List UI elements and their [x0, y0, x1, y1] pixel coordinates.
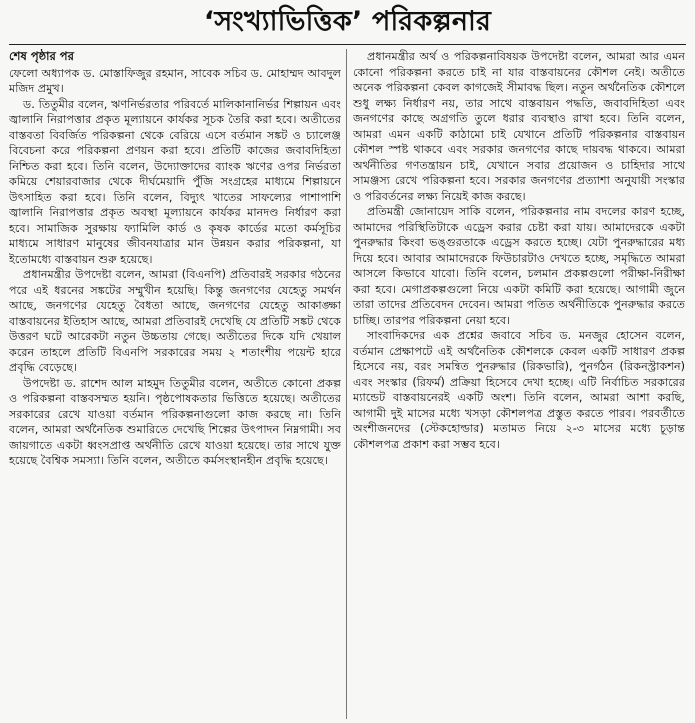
paragraph: প্রধানমন্ত্রীর অর্থ ও পরিকল্পনাবিষয়ক উপদেষ্টা বলেন, আমরা আর এমন কোনো পরিকল্পনা করতে চাই না যার বাস্তবায়নের কৌশল নেই। অতীতে অনেক পরিকল্পনা কেবল কাগজেই সীমাবদ্ধ ছিল। নতুন অর্থনৈতিক কৌশলে শুধু লক্ষ্য নির্ধারণ নয়, তার সাথে বাস্তবায়ন পদ্ধতি, জবাবদিহিতা এবং জনগণের কাছে অগ্রগতি তুলে ধরার ব্যবস্থাও রাখা হবে। তিনি বলেন, আমরা এমন একটি কাঠামো চাই যেখানে প্রতিটি পরিকল্পনার বাস্তবায়ন কৌশল স্পষ্ট থাকবে এবং সরকার জনগণের কাছে দায়বদ্ধ থাকবে। আমরা অর্থনীতির গণতন্ত্রায়ন চাই, যেখানে সবার প্রয়োজন ও চাহিদার সাথে সামঞ্জস্য রেখে পরিকল্পনা হবে। সরকার জনগণের প্রত্যাশা অনুযায়ী সংস্কার ও পরিবর্তনের লক্ষ্য নিয়েই কাজ করছে।: [353, 50, 685, 203]
article-body: [9, 49, 686, 719]
paragraph: সাংবাদিকদের এক প্রশ্নের জবাবে সচিব ড. মনজুর হোসেন বলেন, বর্তমান প্রেক্ষাপটে এই অর্থনৈতিক কৌশলকে কেবল একটি সাধারণ প্রকল্প হিসেবে নয়, বরং সমন্বিত পুনরুদ্ধার (রিকভারি), পুনর্গঠন (রিকনস্ট্রাকশন) এবং সংস্কার (রিফর্ম) প্রক্রিয়া হিসেবে দেখা হচ্ছে। এটি নির্বাচিত সরকারের ম্যান্ডেট বাস্তবায়নেরই একটি অংশ। তিনি বলেন, আমরা আশা করছি, আগামী দুই মাসের মধ্যে খসড়া কৌশলপত্র প্রস্তুত করতে পারব। পরবর্তীতে অংশীজনদের (স্টেকহোল্ডার) মতামত নিয়ে ২-৩ মাসের মধ্যে চূড়ান্ত কৌশলপত্র প্রকাশ করা সম্ভব হবে।: [353, 329, 685, 451]
headline-rule: [9, 44, 686, 45]
paragraph: ড. তিতুমীর বলেন, ঋণনির্ভরতার পরিবর্তে মালিকানানির্ভর শিল্পায়ন এবং জ্বালানি নিরাপত্তার প্রকৃত মূল্যায়নে কার্যকর সূচক তৈরি করা হবে। অতীতের বাস্তবতা বিবর্জিত পরিকল্পনা থেকে বেরিয়ে এসে বর্তমান সঙ্কট ও চ্যালেঞ্জ বিবেচনা করে পরিকল্পনা প্রণয়ন করা হবে। প্রতিটি কাজের জবাবদিহিতা নিশ্চিত করা হবে। তিনি বলেন, উদ্যোক্তাদের ব্যাংক ঋণের ওপর নির্ভরতা কমিয়ে শেয়ারবাজার থেকে দীর্ঘমেয়াদি পুঁজি সংগ্রহের মাধ্যমে শিল্পায়নে উৎসাহিত করা হবে। তিনি বলেন, বিদ্যুৎ খাতের সাফল্যের পাশাপাশি জ্বালানি নিরাপত্তার প্রকৃত অবস্থা মূল্যায়নে কার্যকর মানদণ্ড নির্ধারণ করা হবে। সামাজিক সুরক্ষায় ফ্যামিলি কার্ড ও কৃষক কার্ডের মতো কর্মসূচির মাধ্যমে সাধারণ মানুষের জীবনযাত্রার মান উন্নয়ন করার পরিকল্পনা, যা ইতোমধ্যে বাস্তবায়ন শুরু হয়েছে।: [9, 97, 341, 266]
paragraph: প্রধানমন্ত্রীর উপদেষ্টা বলেন, আমরা (বিএনপি) প্রতিবারই সরকার গঠনের পরে এই ধরনের সঙ্কটের সম্মুখীন হয়েছি। কিন্তু জনগণের যেহেতু সমর্থন আছে, জনগণের যেহেতু বৈধতা আছে, জনগণের যেহেতু আকাঙ্ক্ষা বাস্তবায়নের ইতিহাস আছে, আমরা প্রতিবারই দেখেছি যে প্রতিটি সঙ্কট থেকে উত্তরণ ঘটে আরেকটা নতুন উচ্চতায় গেছে। অতীতের দিকে যদি খেয়াল করেন তাহলে প্রতিটি বিএনপি সরকারের সময় ২ শতাংশীয় পয়েন্ট হারে প্রবৃদ্ধি বেড়েছে।: [9, 268, 341, 374]
column-divider: [346, 49, 347, 719]
left-column: [9, 49, 341, 719]
continuation-label: শেষ পৃষ্ঠার পর: [9, 49, 74, 63]
headline: ‘সংখ্যাভিত্তিক’ পরিকল্পনার: [203, 6, 492, 37]
paragraph: ফেলো অধ্যাপক ড. মোস্তাফিজুর রহমান, সাবেক সচিব ড. মোহাম্মদ আবদুল মজিদ প্রমুখ।: [9, 66, 341, 95]
paragraph: উপদেষ্টা ড. রাশেদ আল মাহমুদ তিতুমীর বলেন, অতীতে কোনো প্রকল্প ও পরিকল্পনা বাস্তবসম্মত হয়নি। পৃষ্ঠপোষকতার ভিত্তিতে হয়েছে। অতীতের সরকারের রেখে যাওয়া বর্তমান পরিকল্পনাগুলো কাজ করছে না। তিনি বলেন, আমরা অর্থনৈতিক শুমারিতে দেখেছি শিল্পের উৎপাদন নিম্নগামী। সব জায়গাতে একটা ধ্বংসপ্রাপ্ত অর্থনীতি রেখে যাওয়া হয়েছে। তার সাথে যুক্ত হয়েছে বৈশ্বিক সমস্যা। তিনি বলেন, অতীতে কর্মসংস্থানহীন প্রবৃদ্ধি হয়েছে।: [9, 376, 341, 467]
paragraph: প্রতিমন্ত্রী জোনায়েদ সাকি বলেন, পরিকল্পনার নাম বদলের কারণ হচ্ছে, আমাদের পরিস্থিতিটাকে এড্রেস করার চেষ্টা করা যায়। আমাদেরকে একটা পুনরুদ্ধার কিংবা ভঙ্গুরতাকে এড্রেস করতে হচ্ছে। যেটা পুনরুদ্ধারের মধ্য দিয়ে হবে। আবার আমাদেরকে ফিউচারটাও দেখতে হচ্ছে, সমৃদ্ধিতে আমরা আসলে কিভাবে যাবো। তিনি বলেন, চলমান প্রকল্পগুলো পরীক্ষা-নিরীক্ষা করা হবে। মেগাপ্রকল্পগুলো নিয়ে একটা কমিটি করা হয়েছে। আগামী জুনে তারা তাদের প্রতিবেদন দেবেন। আমরা পতিত অর্থনীতিকে পুনরুদ্ধার করতে চাচ্ছি। তারপর পরিকল্পনা নেয়া হবে।: [353, 205, 685, 327]
right-column: [353, 49, 685, 719]
